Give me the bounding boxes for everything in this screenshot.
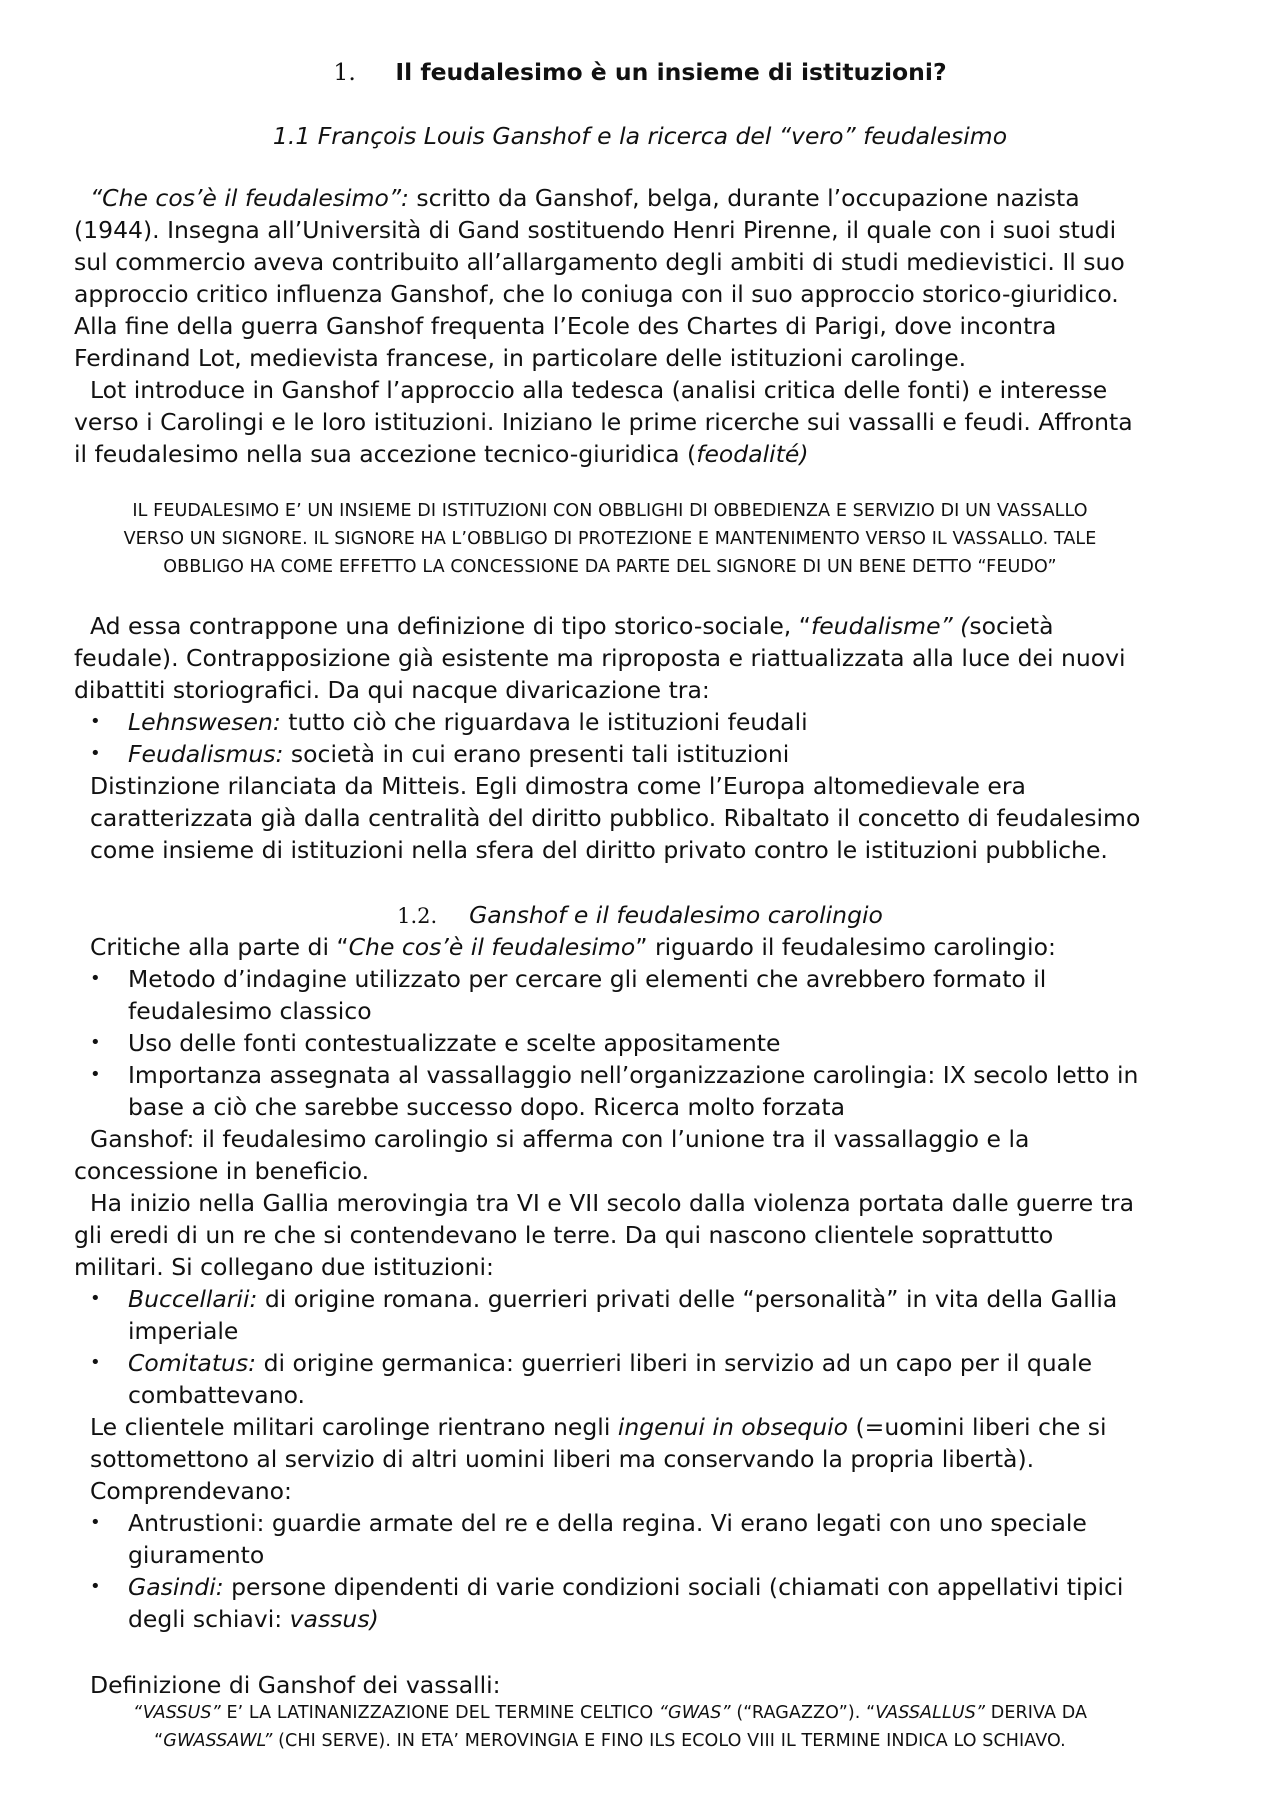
list-item: • Gasindi: persone dipendenti di varie condizioni sociali (chiamati con appellativi tipici degli schiavi: vassus) [90,1573,1124,1633]
bullet-icon: • [90,1512,101,1533]
bullet-icon: • [90,711,101,732]
subsection-heading [0,899,1280,932]
list-item: • Uso delle fonti contestualizzate e scelte appositamente [90,1029,781,1057]
bullet-icon: • [90,1032,101,1053]
subsection-title: Ganshof e il feudalesimo carolingio [469,901,883,929]
list-item: • Feudalismus: società in cui erano presenti tali istituzioni [90,740,790,768]
subsection-number: 1.2. [397,904,438,928]
chapter-title: Il feudalesimo è un insieme di istituzioni? [395,58,947,86]
chapter-heading [0,56,1280,88]
bullet-icon: • [90,1352,101,1373]
definition-box-vassus: “VASSUS” E’ LA LATINANIZZAZIONE DEL TERMINE CELTICO “GWAS” (“RAGAZZO”). “VASSALLUS” DERIVA DA “GWASSAWL” (CHI SERVE). IN ETA’ MEROVINGIA E FINO ILS ECOLO VIII IL TERMINE INDICA LO SCHIAVO. [132,1703,1088,1751]
bullet-icon: • [90,743,101,764]
list-item: • Antrustioni: guardie armate del re e della regina. Vi erano legati con uno speciale giuramento [90,1509,1087,1569]
chapter-number: 1. [333,58,356,86]
paragraph-intro: “Che cos’è il feudalesimo”: scritto da Ganshof, belga, durante l’occupazione nazista (1944). Insegna all’Università di Gand sostituendo Henri Pirenne, il quale con i suoi studi sul commercio aveva contribuito all’allargamento degli ambiti di studi medievistici. Il suo approccio critico influenza Ganshof, che lo coniuga con il suo approccio storico-giuridico. Alla fine della guerra Ganshof frequenta l’Ecole des Chartes di Parigi, dove incontra Ferdinand Lot, medievista francese, in particolare delle istituzioni carolinge. Lot introduce in Ganshof l’approccio alla tedesca (analisi critica delle fonti) e interesse verso i Carolingi e le loro istituzioni. Iniziano le prime ricerche sui vassalli e feudi. Affronta il feudalesimo nella sua accezione tecnico-giuridica (feodalité) [74,184,1133,468]
list-item: • Buccellarii: di origine romana. guerrieri privati delle “personalità” in vita della Gallia imperiale [90,1285,1118,1345]
bullet-icon: • [90,1064,101,1085]
list-item: • Importanza assegnata al vassallaggio nell’organizzazione carolingia: IX secolo letto in base a ciò che sarebbe successo dopo. Ricerca molto forzata [90,1061,1139,1121]
paragraph-feudalisme: Ad essa contrappone una definizione di tipo storico-sociale, “feudalisme” (società feudale). Contrapposizione già esistente ma riproposta e riattualizzata alla luce dei nuovi dibattiti storiografici. Da qui nacque divaricazione tra: • Lehnswesen: tutto ciò che riguardava le istituzioni feudali • Feudalismus: società in cui erano presenti tali istituzioni Distinzione rilanciata da Mitteis. Egli dimostra come l’Europa altomedievale era caratterizzata già dalla centralità del diritto pubblico. Ribaltato il concetto di feudalesimo come insieme di istituzioni nella sfera del diritto privato contro le istituzioni pubbliche. [74,610,1154,866]
list-item: • Metodo d’indagine utilizzato per cercare gli elementi che avrebbero formato il feudalesimo classico [90,965,1047,1025]
bullet-icon: • [90,1288,101,1309]
definition-box-feudalism: IL FEUDALESIMO E’ UN INSIEME DI ISTITUZIONI CON OBBLIGHI DI OBBEDIENZA E SERVIZIO DI UN VASSALLO VERSO UN SIGNORE. IL SIGNORE HA L’OBBLIGO DI PROTEZIONE E MANTENIMENTO VERSO IL VASSALLO. TALE OBBLIGO HA COME EFFETTO LA CONCESSIONE DA PARTE DEL SIGNORE DI UN BENE DETTO “FEUDO” [123,501,1097,577]
bullet-icon: • [90,968,101,989]
paragraph-vassalli: Definizione di Ganshof dei vassalli: [90,1671,501,1699]
bullet-icon: • [90,1576,101,1597]
section-heading: 1.1 François Louis Ganshof e la ricerca del “vero” feudalesimo [272,122,1008,150]
list-item: • Comitatus: di origine germanica: guerrieri liberi in servizio ad un capo per il quale combattevano. [90,1349,1093,1409]
list-item: • Lehnswesen: tutto ciò che riguardava le istituzioni feudali [90,708,808,736]
paragraph-critiche: Critiche alla parte di “Che cos’è il feudalesimo” riguardo il feudalesimo carolingio: • Metodo d’indagine utilizzato per cercare gli elementi che avrebbero formato il feudalesimo classico • Uso delle fonti contestualizzate e scelte appositamente • Importanza assegnata al vassallaggio nell’organizzazione carolingia: IX secolo letto in base a ciò che sarebbe successo dopo. Ricerca molto forzata Ganshof: il feudalesimo carolingio si afferma con l’unione tra il vassallaggio e la concessione in beneficio. Ha inizio nella Gallia merovingia tra VI e VII secolo dalla violenza portata dalle guerre tra gli eredi di un re che si contendevano le terre. Da qui nascono clientele soprattutto militari. Si collegano due istituzioni: • Buccellarii: di origine romana. guerrieri privati delle “personalità” in vita della Gallia imperiale • Comitatus: di origine germanica: guerrieri liberi in servizio ad un capo per il quale combattevano. Le clientele militari carolinge rientrano negli ingenui in obsequio (=uomini liberi che si sottomettono al servizio di altri uomini liberi ma conservando la propria libertà). Comprendevano: • Antrustioni: guardie armate del re e della regina. Vi erano legati con uno speciale giuramento • Gasindi: persone dipendenti di varie condizioni sociali (chiamati con appellativi tipici degli schiavi: vassus) [74,931,1154,1635]
